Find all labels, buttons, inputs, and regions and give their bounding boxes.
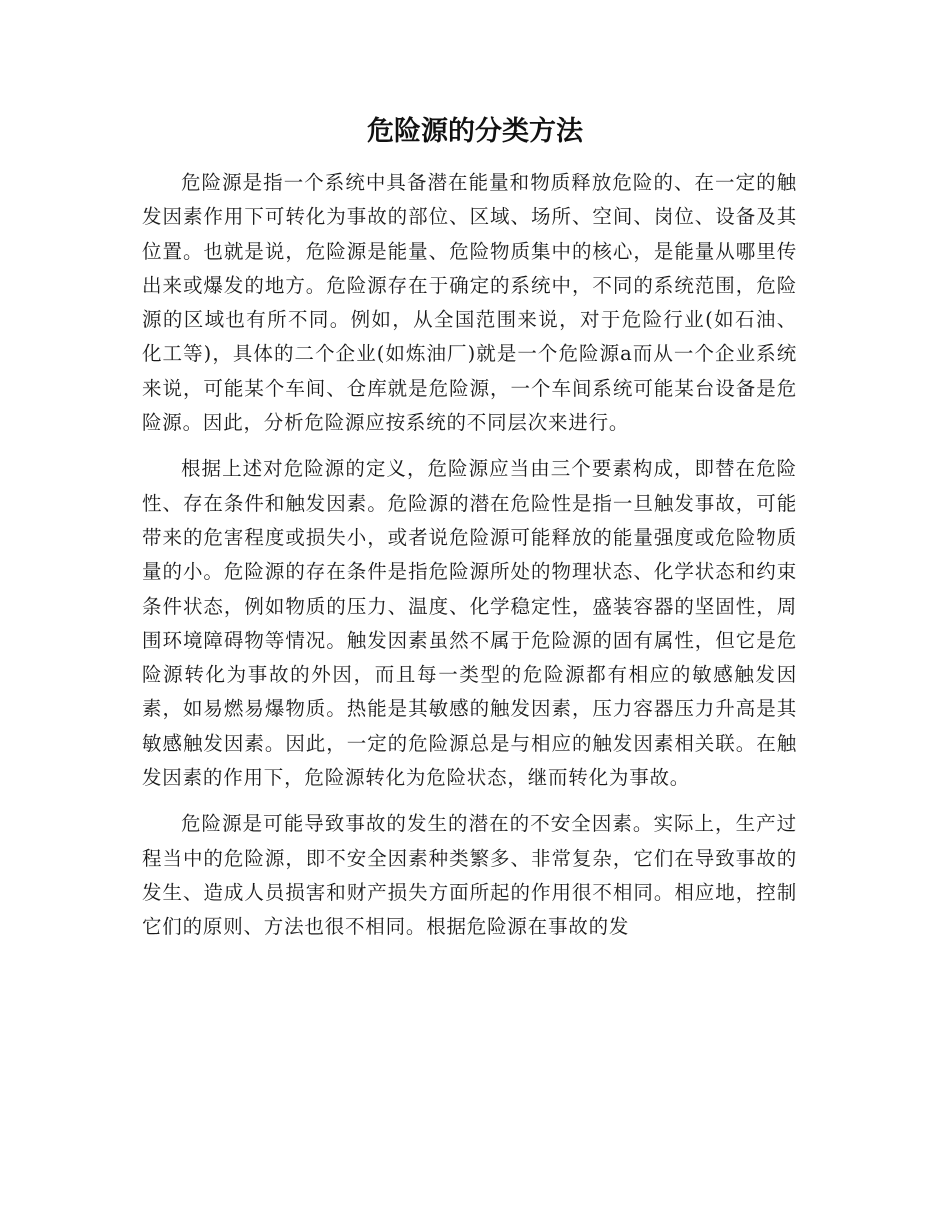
document-body — [142, 166, 797, 957]
paragraph-definition: 危险源是指一个系统中具备潜在能量和物质释放危险的、在一定的触发因素作用下可转化为事故的部位、区域、场所、空间、岗位、设备及其位置。也就是说，危险源是能量、危险物质集中的核心，是能量从哪里传出来或爆发的地方。危险源存在于确定的系统中，不同的系统范围，危险源的区域也有所不同。例如，从全国范围来说，对于危险行业(如石油、化工等)，具体的二个企业(如炼油厂)就是一个危险源a而从一个企业系统来说，可能某个车间、仓库就是危险源，一个车间系统可能某台设备是危险源。因此，分析危险源应按系统的不同层次来进行。 — [142, 171, 797, 435]
paragraph-classification: 危险源是可能导致事故的发生的潜在的不安全因素。实际上，生产过程当中的危险源，即不安全因素种类繁多、非常复杂，它们在导致事故的发生、造成人员损害和财产损失方面所起的作用很不相同。相应地，控制它们的原则、方法也很不相同。根据危险源在事故的发 — [142, 812, 797, 939]
paragraph-elements: 根据上述对危险源的定义，危险源应当由三个要素构成，即替在危险性、存在条件和触发因素。危险源的潜在危险性是指一旦触发事故，可能带来的危害程度或损失小，或者说危险源可能释放的能量强度或危险物质量的小。危险源的存在条件是指危险源所处的物理状态、化学状态和约束条件状态，例如物质的压力、温度、化学稳定性，盛装容器的坚固性，周围环境障碍物等情况。触发因素虽然不属于危险源的固有属性，但它是危险源转化为事故的外因，而且每一类型的危险源都有相应的敏感触发因素，如易燃易爆物质。热能是其敏感的触发因素，压力容器压力升高是其敏感触发因素。因此，一定的危险源总是与相应的触发因素相关联。在触发因素的作用下，危险源转化为危险状态，继而转化为事故。 — [142, 457, 797, 790]
document-title: 危险源的分类方法 — [367, 116, 583, 147]
